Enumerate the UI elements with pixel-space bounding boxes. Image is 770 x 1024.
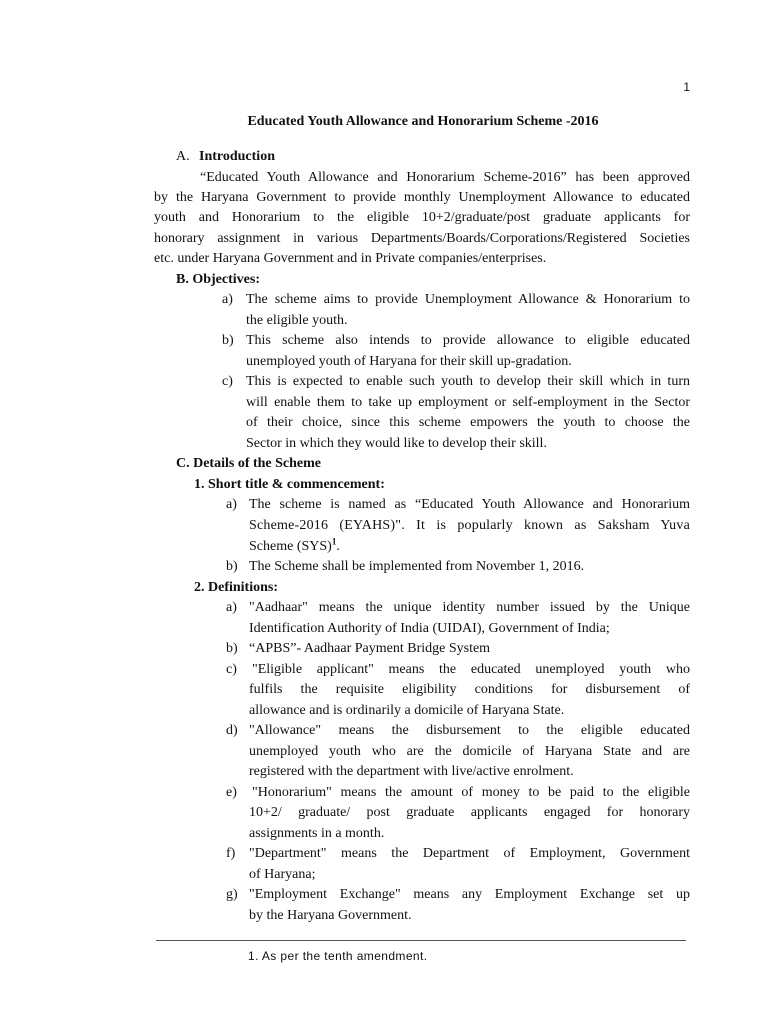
intro-line: youth and Honorarium to the eligible 10+2/graduate/post graduate applicants for — [154, 210, 690, 225]
definition-line: "Department" means the Department of Employment, Government — [249, 846, 690, 861]
intro-line: honorary assignment in various Departments/Boards/Corporations/Registered Societies — [154, 231, 690, 246]
definition-line: "Employment Exchange" means any Employment Exchange set up — [249, 887, 690, 902]
definition-line: "Aadhaar" means the unique identity number issued by the Unique — [249, 600, 690, 615]
footnote: 1. As per the tenth amendment. — [248, 949, 428, 963]
document-title: Educated Youth Allowance and Honorarium Scheme -2016 — [247, 114, 599, 129]
commencement-label: b) — [226, 559, 238, 574]
objective-line: unemployed youth of Haryana for their skill up-gradation. — [246, 354, 572, 369]
definition-line: fulfils the requisite eligibility conditions for disbursement of — [249, 682, 690, 697]
definition-line: by the Haryana Government. — [249, 908, 412, 923]
period-text: . — [336, 539, 340, 554]
section-a-heading: Introduction — [199, 149, 275, 164]
objective-line: This is expected to enable such youth to develop their skill which in turn — [246, 374, 690, 389]
objective-line: This scheme also intends to provide allowance to eligible educated — [246, 333, 690, 348]
footnote-separator — [156, 940, 686, 941]
objective-label: c) — [222, 374, 233, 389]
definition-label: c) — [226, 662, 237, 677]
section-b-heading: B. Objectives: — [176, 272, 260, 287]
objective-label: b) — [222, 333, 234, 348]
objective-line: Sector in which they would like to develop their skill. — [246, 436, 547, 451]
objective-line: of their choice, since this scheme empowers the youth to choose the — [246, 415, 690, 430]
definition-line: of Haryana; — [249, 867, 316, 882]
definition-line: registered with the department with live/active enrolment. — [249, 764, 574, 779]
definition-line: 10+2/ graduate/ post graduate applicants engaged for honorary — [249, 805, 690, 820]
objective-label: a) — [222, 292, 233, 307]
page-number: 1 — [683, 80, 690, 94]
commencement-line: The Scheme shall be implemented from November 1, 2016. — [249, 559, 585, 574]
definition-line: “APBS”- Aadhaar Payment Bridge System — [249, 641, 491, 656]
objective-line: the eligible youth. — [246, 313, 348, 328]
definition-line: assignments in a month. — [249, 826, 385, 841]
subsection-heading: 2. Definitions: — [194, 580, 278, 595]
section-a-label: A. — [176, 149, 190, 164]
definition-line: unemployed youth who are the domicile of Haryana State and are — [249, 744, 690, 759]
definition-label: d) — [226, 723, 238, 738]
short-title-line: Scheme-2016 (EYAHS)". It is popularly known as Saksham Yuva — [249, 518, 690, 533]
definition-line: Identification Authority of India (UIDAI), Government of India; — [249, 621, 610, 636]
definition-label: b) — [226, 641, 238, 656]
definition-label: a) — [226, 600, 237, 615]
scheme-name-text: Scheme (SYS) — [249, 539, 332, 554]
footnote-ref: 1 — [331, 536, 337, 547]
intro-line: by the Haryana Government to provide monthly Unemployment Allowance to educated — [154, 190, 690, 205]
short-title-label: a) — [226, 497, 237, 512]
definition-label: e) — [226, 785, 237, 800]
definition-line: "Eligible applicant" means the educated unemployed youth who — [252, 662, 690, 677]
short-title-line — [249, 537, 340, 557]
definition-label: g) — [226, 887, 238, 902]
definition-label: f) — [226, 846, 236, 861]
objective-line: The scheme aims to provide Unemployment Allowance & Honorarium to — [246, 292, 690, 307]
section-c-heading: C. Details of the Scheme — [176, 456, 322, 471]
short-title-line: The scheme is named as “Educated Youth Allowance and Honorarium — [249, 497, 690, 512]
definition-line: "Honorarium" means the amount of money to be paid to the eligible — [252, 785, 690, 800]
objective-line: will enable them to take up employment or self-employment in the Sector — [246, 395, 690, 410]
subsection-heading: 1. Short title & commencement: — [194, 477, 385, 492]
intro-line: “Educated Youth Allowance and Honorarium Scheme-2016” has been approved — [200, 170, 690, 185]
definition-line: allowance and is ordinarily a domicile of Haryana State. — [249, 703, 565, 718]
definition-line: "Allowance" means the disbursement to the eligible educated — [249, 723, 690, 738]
intro-line: etc. under Haryana Government and in Private companies/enterprises. — [154, 251, 547, 266]
